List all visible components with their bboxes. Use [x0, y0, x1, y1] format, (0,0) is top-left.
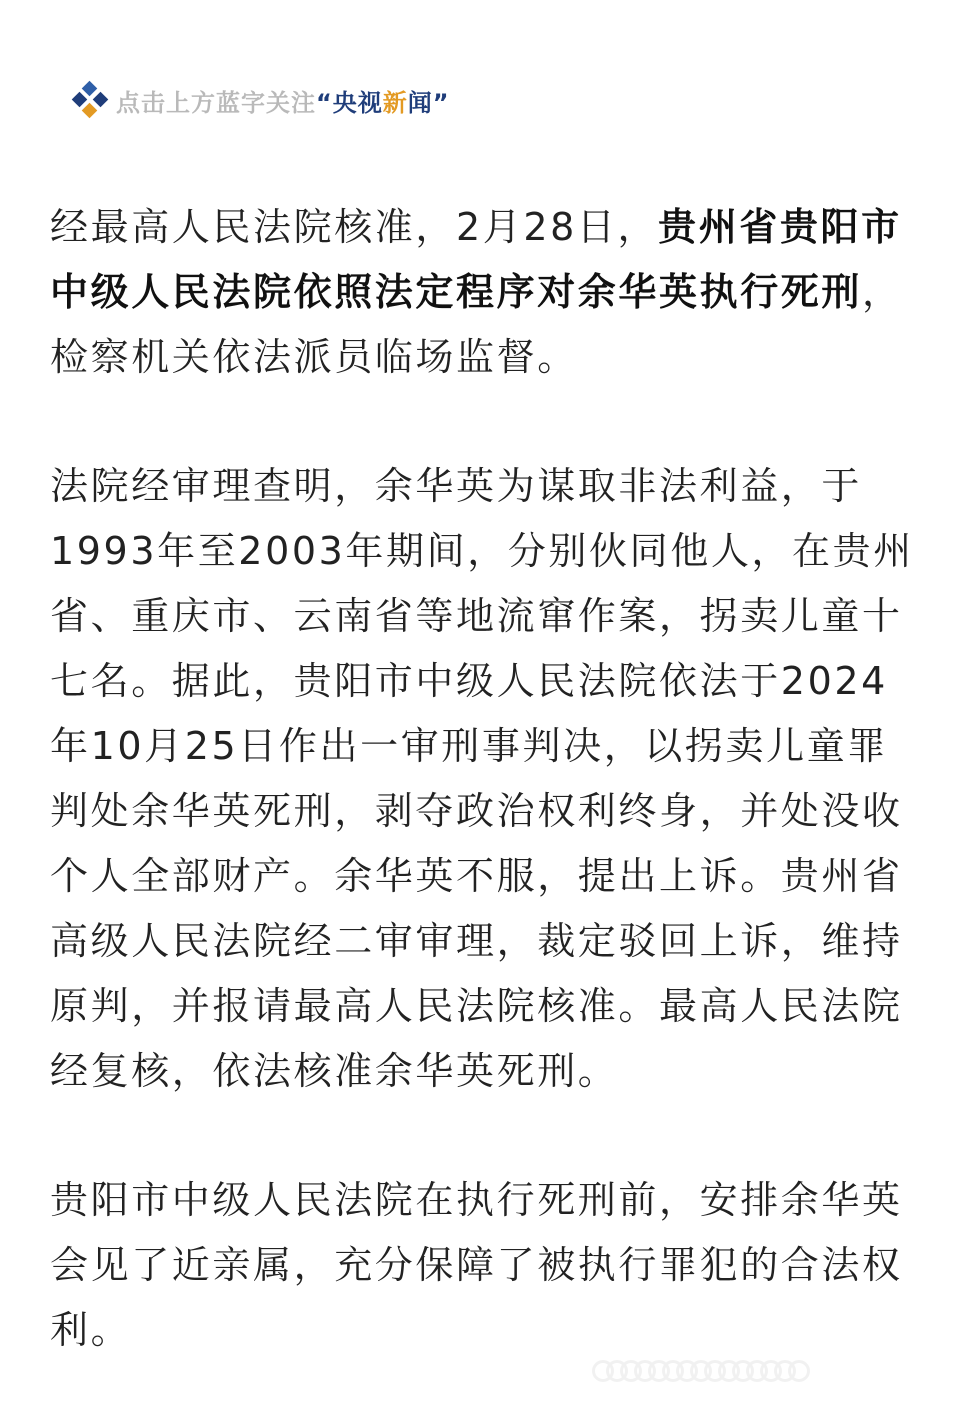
follow-banner[interactable] [70, 78, 450, 122]
p1-tail-text: ，检察机关依法派员临场监督。 [50, 270, 903, 379]
article-paragraph-1 [50, 195, 914, 390]
follow-prompt-prefix: 点击上方蓝字关注 [116, 88, 316, 117]
watermark-logo [600, 1356, 880, 1386]
watermark-mark-icon [788, 1360, 810, 1382]
brand-name-part3: 闻 [407, 88, 433, 117]
brand-name-part1: 央视 [332, 88, 383, 117]
article-paragraph-3: 贵阳市中级人民法院在执行死刑前，安排余华英会见了近亲属，充分保障了被执行罪犯的合法权利。 [50, 1178, 903, 1352]
article-paragraph-2: 法院经审理查明，余华英为谋取非法利益，于1993年至2003年期间，分别伙同他人，在贵州省、重庆市、云南省等地流窜作案，拐卖儿童十七名。据此，贵阳市中级人民法院依法于2024年10月25日作出一审刑事判决，以拐卖儿童罪判处余华英死刑，剥夺政治权利终身，并处没收个人全部财产。余华英不服，提出上诉。贵州省高级人民法院经二审审理，裁定驳回上诉，维持原判，并报请最高人民法院核准。最高人民法院经复核，依法核准余华英死刑。 [50, 464, 914, 1093]
p1-bold-text: 贵州省贵阳市中级人民法院依照法定程序对余华英执行死刑 [50, 205, 902, 314]
follow-prompt [116, 83, 450, 118]
article-body [50, 195, 914, 1427]
brand-name-part2: 新 [382, 88, 408, 117]
quote-open: “ [316, 88, 333, 117]
quote-close: ” [432, 88, 450, 117]
cctv-news-logo-icon [70, 80, 110, 120]
p1-lead-text: 经最高人民法院核准，2月28日， [50, 205, 659, 249]
